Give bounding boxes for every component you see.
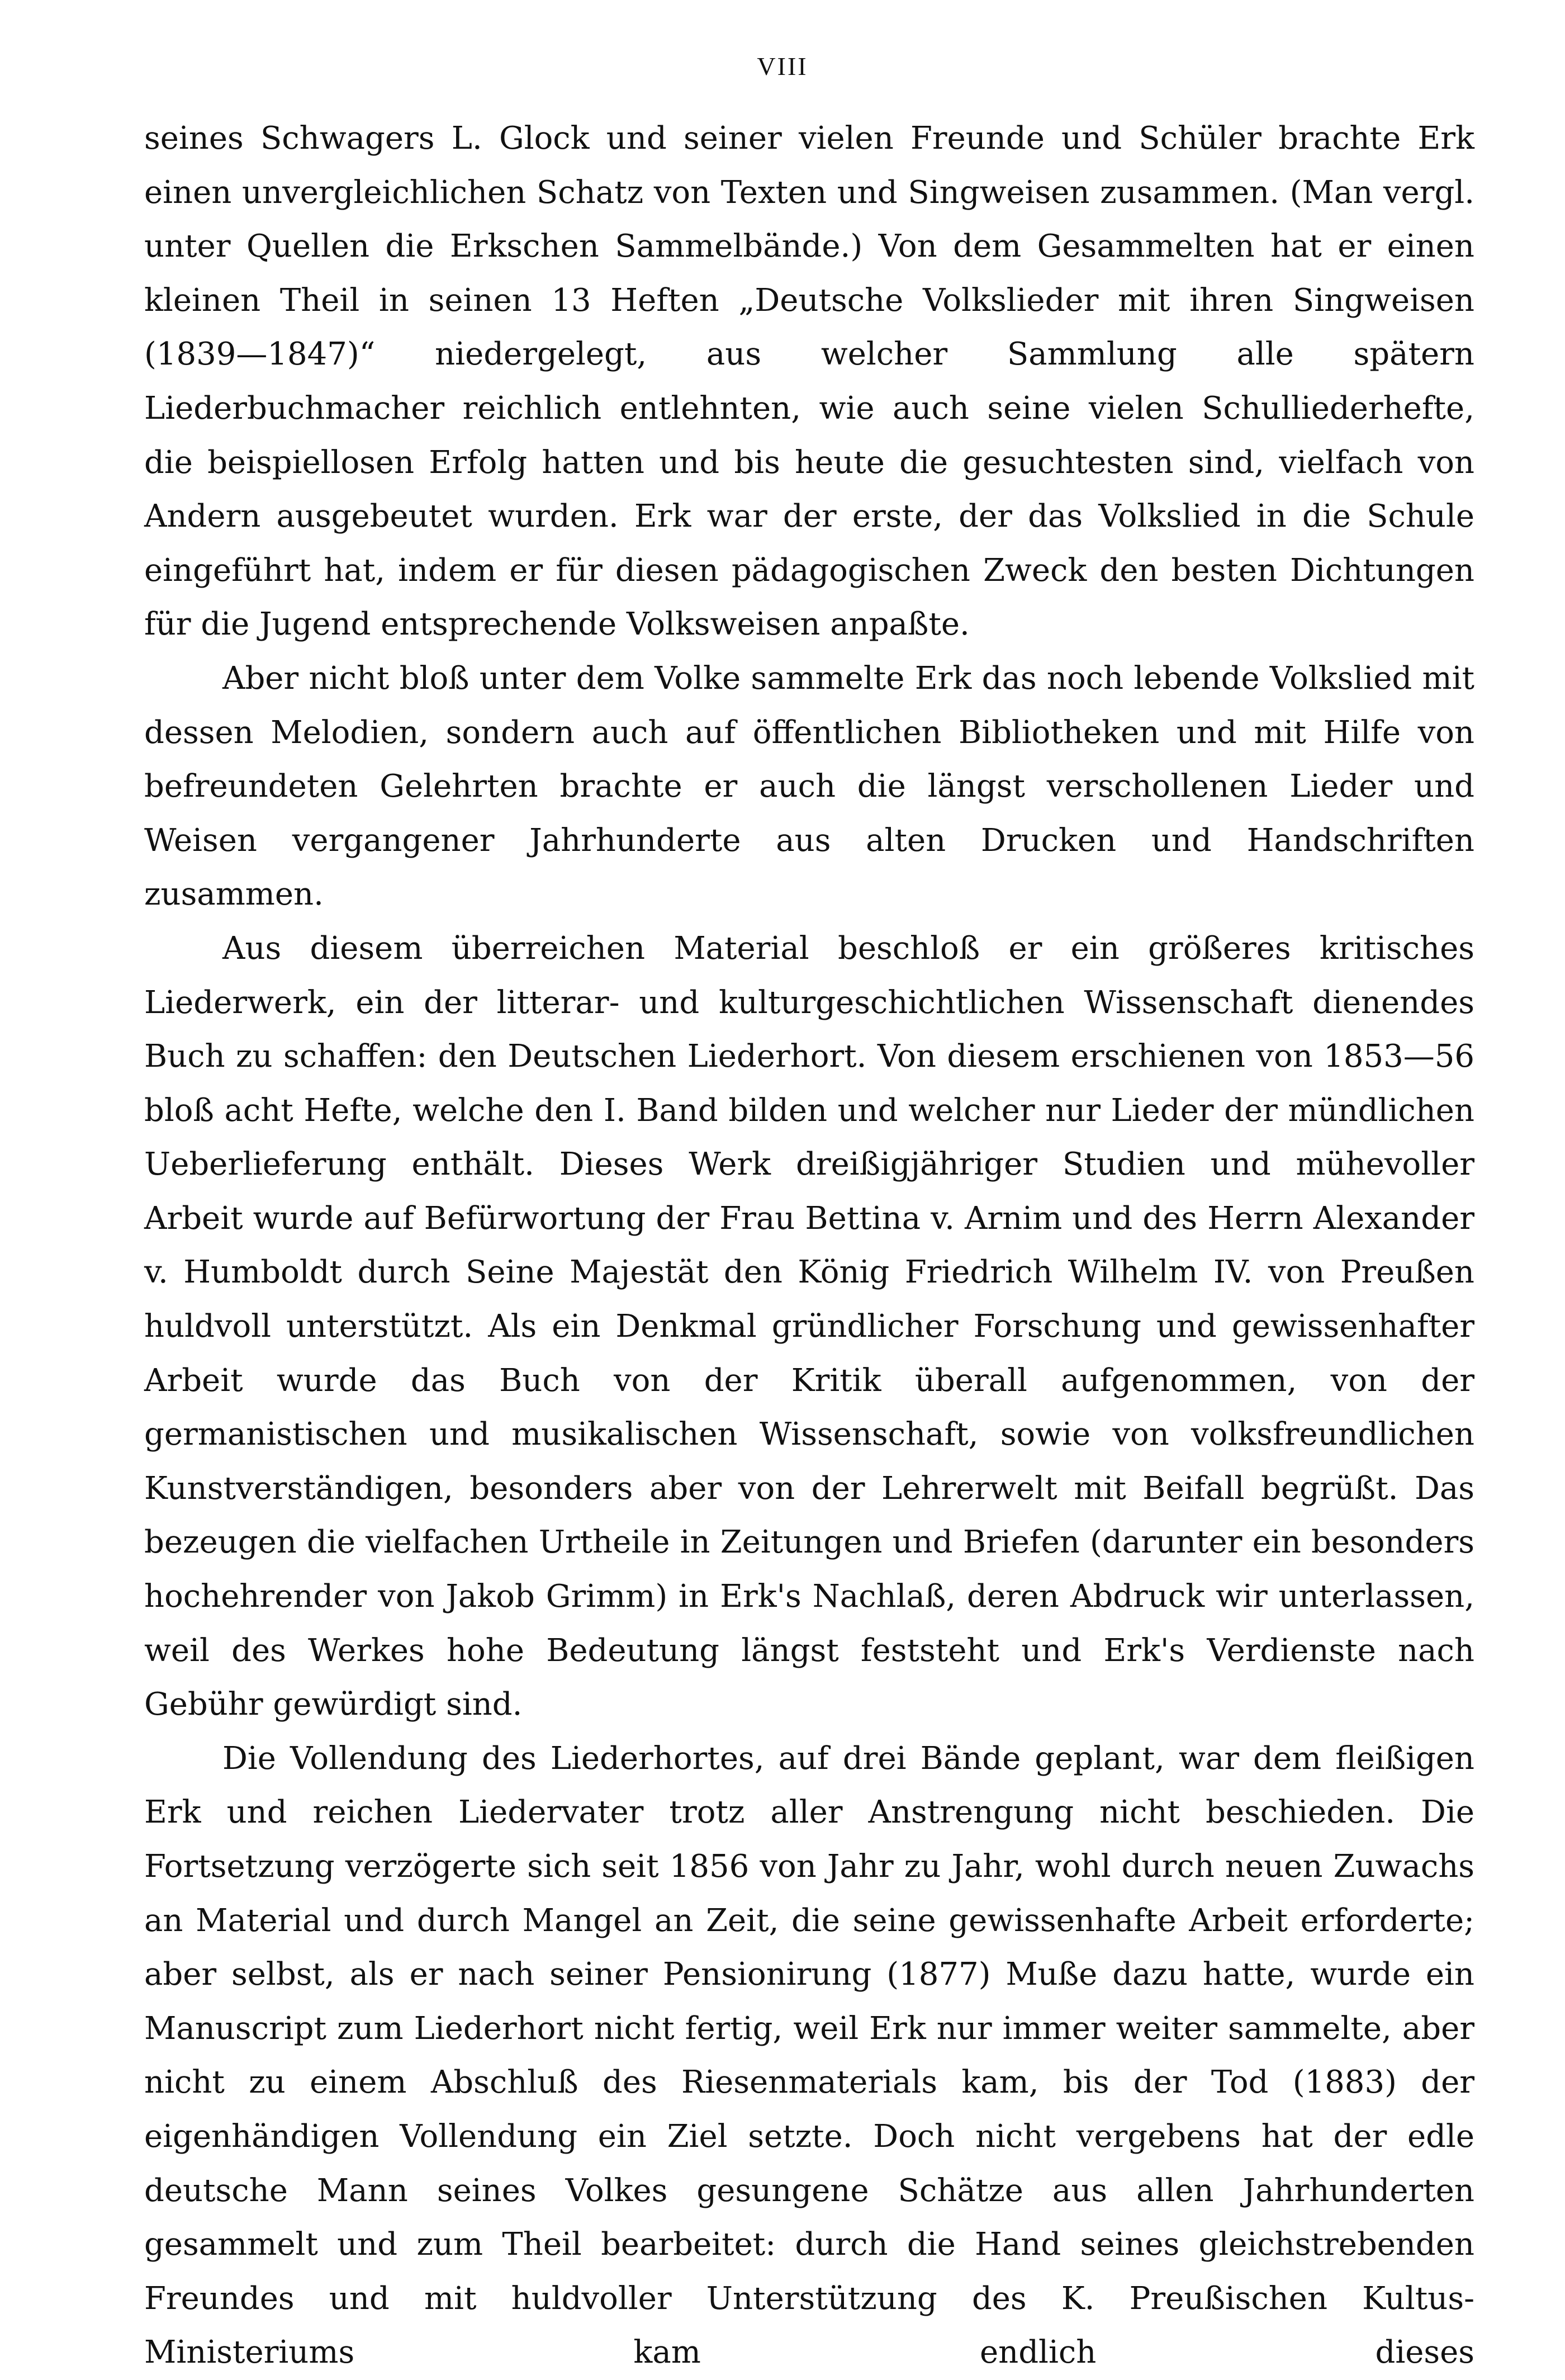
paragraph-3: Aus diesem überreichen Material beschloß er ein größeres kritisches Liederwerk, ein der litterar- und kulturgeschichtlichen Wissenschaft dienendes Buch zu schaffen: den Deutschen Liederhort. Von diesem erschienen von 1853—56 bloß acht Hefte, welche den I. Band bilden und welcher nur Lieder der mündlichen Ueberlieferung enthält. Dieses Werk dreißigjähriger Studien und mühevoller Arbeit wurde auf Befürwortung der Frau Bettina v. Arnim und des Herrn Alexander v. Humboldt durch Seine Majestät den König Friedrich Wilhelm IV. von Preußen huldvoll unterstützt. Als ein Denkmal gründlicher Forschung und gewissenhafter Arbeit wurde das Buch von der Kritik überall aufgenommen, von der germanistischen und musikalischen Wissenschaft, sowie von volksfreundlichen Kunstverständigen, besonders aber von der Lehrerwelt mit Beifall begrüßt. Das bezeugen die vielfachen Urtheile in Zeitungen und Briefen (darunter ein besonders hochehrender von Jakob Grimm) in Erk's Nachlaß, deren Abdruck wir unterlassen, weil des Werkes hohe Bedeutung längst feststeht und Erk's Verdienste nach Gebühr gewürdigt sind. (144, 930, 1474, 1723)
body-text (144, 112, 1474, 2380)
paragraph-2: Aber nicht bloß unter dem Volke sammelte Erk das noch lebende Volkslied mit dessen Melodien, sondern auch auf öffentlichen Bibliotheken und mit Hilfe von befreundeten Gelehrten brachte er auch die längst verschollenen Lieder und Weisen vergangener Jahrhunderte aus alten Drucken und Handschriften zusammen. (144, 660, 1474, 913)
paragraph-4: Die Vollendung des Liederhortes, auf drei Bände geplant, war dem fleißigen Erk und reichen Liedervater trotz aller Anstrengung nicht beschieden. Die Fortsetzung verzögerte sich seit 1856 von Jahr zu Jahr, wohl durch neuen Zuwachs an Material und durch Mangel an Zeit, die seine gewissenhafte Arbeit erforderte; aber selbst, als er nach seiner Pensionirung (1877) Muße dazu hatte, wurde ein Manuscript zum Liederhort nicht fertig, weil Erk nur immer weiter sammelte, aber nicht zu einem Abschluß des Riesenmaterials kam, bis der Tod (1883) der eigenhändigen Vollendung ein Ziel setzte. Doch nicht vergebens hat der edle deutsche Mann seines Volkes gesungene Schätze aus allen Jahrhunderten gesammelt und zum Theil bearbeitet: durch die Hand seines gleichstrebenden Freundes und mit huldvoller Unterstützung des K. Preußischen Kultus-Ministeriums kam endlich dieses (144, 1740, 1474, 2371)
page-number: VIII (757, 52, 808, 81)
paragraph-1: seines Schwagers L. Glock und seiner vielen Freunde und Schüler brachte Erk einen unvergleichlichen Schatz von Texten und Singweisen zusammen. (Man vergl. unter Quellen die Erkschen Sammelbände.) Von dem Gesammelten hat er einen kleinen Theil in seinen 13 Heften „Deutsche Volkslieder mit ihren Singweisen (1839—1847)“ niedergelegt, aus welcher Sammlung alle spätern Liederbuchmacher reichlich entlehnten, wie auch seine vielen Schulliederhefte, die beispiellosen Erfolg hatten und bis heute die gesuchtesten sind, vielfach von Andern ausgebeutet wurden. Erk war der erste, der das Volkslied in die Schule eingeführt hat, indem er für diesen pädagogischen Zweck den besten Dichtungen für die Jugend entsprechende Volksweisen anpaßte. (144, 120, 1474, 643)
